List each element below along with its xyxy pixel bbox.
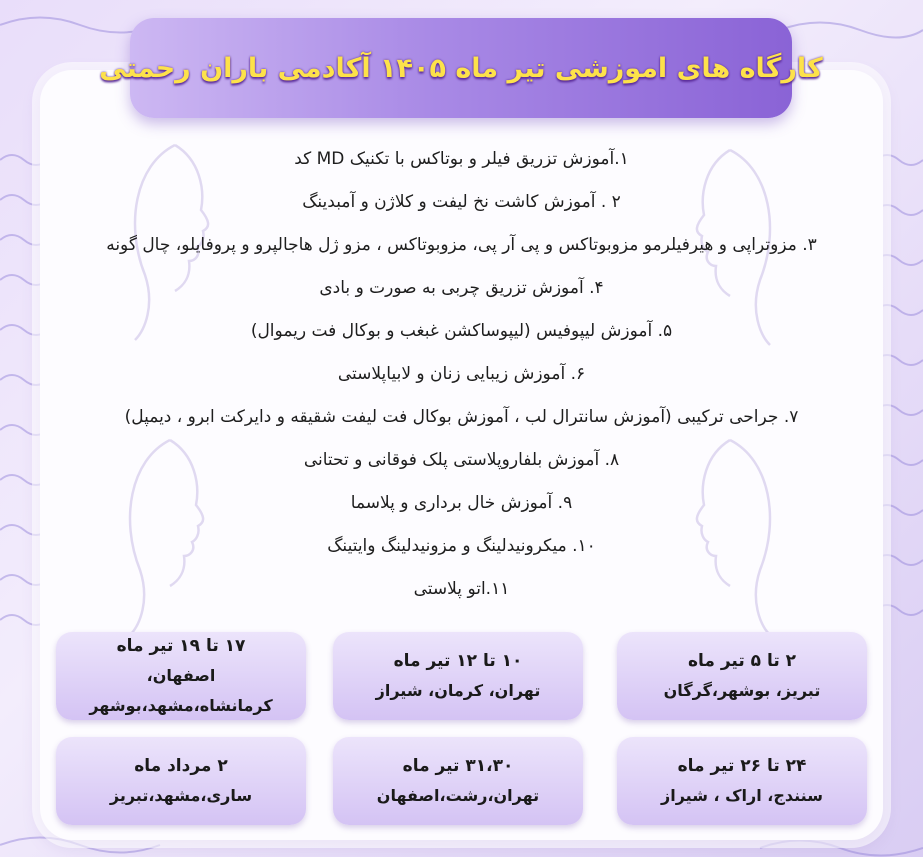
schedule-date: ۱۰ تا ۱۲ تیر ماه xyxy=(393,651,523,671)
schedule-cities: تهران، کرمان، شیراز xyxy=(375,681,541,700)
topic-item: ۳. مزوتراپی و هیرفیلرمو مزوبوتاکس و پی آر پی، مزوبوتاکس ، مزو ژل هاجالپرو و پروفایلو، چال گونه xyxy=(106,235,817,255)
schedule-cities: تبریز، بوشهر،گرگان xyxy=(663,681,821,700)
schedule-card xyxy=(617,632,867,720)
topic-item: ۶. آموزش زیبایی زنان و لابیاپلاستی xyxy=(337,364,586,384)
schedule-cities: ساری،مشهد،تبریز xyxy=(109,786,253,805)
page-title: کارگاه های اموزشی تیر ماه ۱۴۰۵ آکادمی باران رحمتی xyxy=(99,52,823,84)
topic-item: ۸. آموزش بلفاروپلاستی پلک فوقانی و تحتانی xyxy=(303,450,620,470)
schedule-date: ۲۴ تا ۲۶ تیر ماه xyxy=(677,756,807,776)
schedule-card xyxy=(56,632,306,720)
schedule-date: ۲ مرداد ماه xyxy=(134,756,228,776)
schedule-card xyxy=(333,632,583,720)
topic-item: ۷. جراحی ترکیبی (آموزش سانترال لب ، آموزش بوکال فت لیفت شقیقه و دایرکت ابرو ، دیمپل) xyxy=(124,407,799,427)
schedule-date: ۳۱،۳۰ تیر ماه xyxy=(402,756,514,776)
schedule-cities: تهران،رشت،اصفهان xyxy=(376,786,540,805)
schedule-date: ۱۷ تا ۱۹ تیر ماه xyxy=(116,636,246,656)
schedule-cities: سنندج، اراک ، شیراز xyxy=(661,786,823,805)
schedule-card xyxy=(617,737,867,825)
topic-item: ۱.آموزش تزریق فیلر و بوتاکس با تکنیک MD کد xyxy=(294,149,629,169)
topic-item: ۵. آموزش لیپوفیس (لیپوساکشن غبغب و بوکال فت ریموال) xyxy=(250,321,673,341)
topics-list xyxy=(55,138,868,611)
title-banner xyxy=(99,18,823,118)
topic-item: ۱۱.اتو پلاستی xyxy=(413,579,510,599)
schedule-card xyxy=(56,737,306,825)
topic-item: ۹. آموزش خال برداری و پلاسما xyxy=(350,493,573,513)
schedule-date: ۲ تا ۵ تیر ماه xyxy=(687,651,797,671)
schedule-card xyxy=(333,737,583,825)
topic-item: ۴. آموزش تزریق چربی به صورت و بادی xyxy=(319,278,604,298)
schedule-cities: اصفهان، کرمانشاه،مشهد،بوشهر xyxy=(89,666,273,715)
topic-item: ۲ . آموزش کاشت نخ لیفت و کلاژن و آمبدینگ xyxy=(302,192,621,212)
topic-item: ۱۰. میکرونیدلینگ و مزونیدلینگ وایتینگ xyxy=(327,536,596,556)
